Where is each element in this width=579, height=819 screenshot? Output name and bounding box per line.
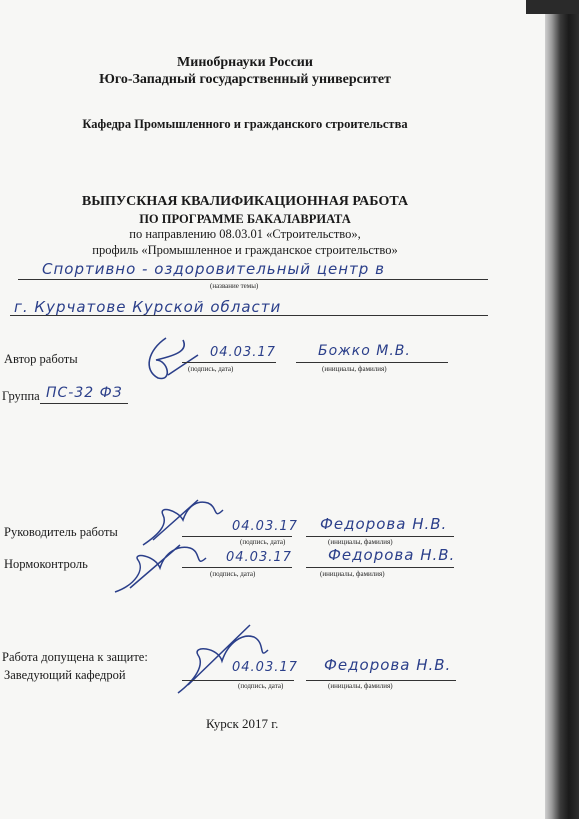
- supervisor-date: 04.03.17: [232, 519, 298, 534]
- normcontrol-name-caption: (инициалы, фамилия): [320, 570, 385, 578]
- admission-label: Работа допущена к защите:: [2, 650, 148, 664]
- topic-underline-1: [18, 279, 488, 280]
- group-underline: [40, 403, 128, 404]
- normcontrol-name-line: [306, 567, 454, 568]
- profile-text: профиль «Промышленное и гражданское строительство»: [92, 243, 398, 257]
- admission-name-line: [306, 680, 456, 681]
- author-name-caption: (инициалы, фамилия): [322, 365, 387, 373]
- admission-sign-caption: (подпись, дата): [238, 682, 284, 690]
- author-sign-line: [182, 362, 276, 363]
- topic-underline-2: [10, 315, 488, 316]
- university-name: Юго-Западный государственный университет: [99, 72, 391, 87]
- city-year: Курск 2017 г.: [206, 716, 279, 731]
- author-name-line: [296, 362, 448, 363]
- supervisor-label: Руководитель работы: [4, 525, 118, 539]
- scan-corner-shadow: [526, 0, 579, 14]
- admission-date: 04.03.17: [232, 660, 298, 675]
- direction-text: по направлению 08.03.01 «Строительство»,: [129, 227, 361, 241]
- head-of-department-label: Заведующий кафедрой: [4, 668, 126, 682]
- department-name: Кафедра Промышленного и гражданского строительства: [82, 117, 408, 131]
- normcontrol-sign-line: [182, 567, 292, 568]
- document-subtitle: ПО ПРОГРАММЕ БАКАЛАВРИАТА: [139, 212, 351, 226]
- supervisor-name-line: [306, 536, 454, 537]
- normcontrol-label: Нормоконтроль: [4, 557, 88, 571]
- author-label: Автор работы: [4, 352, 78, 366]
- supervisor-name: Федорова Н.В.: [320, 515, 448, 533]
- admission-name: Федорова Н.В.: [324, 656, 452, 674]
- topic-line-1: Спортивно - оздоровительный центр в: [42, 260, 385, 278]
- topic-caption: (название темы): [210, 282, 259, 290]
- author-name: Божко М.В.: [318, 343, 411, 359]
- supervisor-name-caption: (инициалы, фамилия): [328, 538, 393, 546]
- supervisor-sign-caption: (подпись, дата): [240, 538, 286, 546]
- group-value: ПС-32 ФЗ: [46, 385, 123, 401]
- supervisor-sign-line: [182, 536, 292, 537]
- normcontrol-name: Федорова Н.В.: [328, 546, 456, 564]
- group-label: Группа: [2, 389, 40, 403]
- normcontrol-sign-caption: (подпись, дата): [210, 570, 256, 578]
- topic-line-2: г. Курчатове Курской области: [14, 298, 282, 316]
- author-sign-caption: (подпись, дата): [188, 365, 234, 373]
- normcontrol-signature: [110, 540, 210, 600]
- ministry-name: Минобрнауки России: [177, 55, 313, 70]
- author-signature: [138, 330, 208, 385]
- author-date: 04.03.17: [210, 345, 276, 360]
- scan-page-edge: [545, 0, 579, 819]
- admission-name-caption: (инициалы, фамилия): [328, 682, 393, 690]
- document-title: ВЫПУСКНАЯ КВАЛИФИКАЦИОННАЯ РАБОТА: [81, 194, 409, 209]
- admission-sign-line: [182, 680, 294, 681]
- normcontrol-date: 04.03.17: [226, 550, 292, 565]
